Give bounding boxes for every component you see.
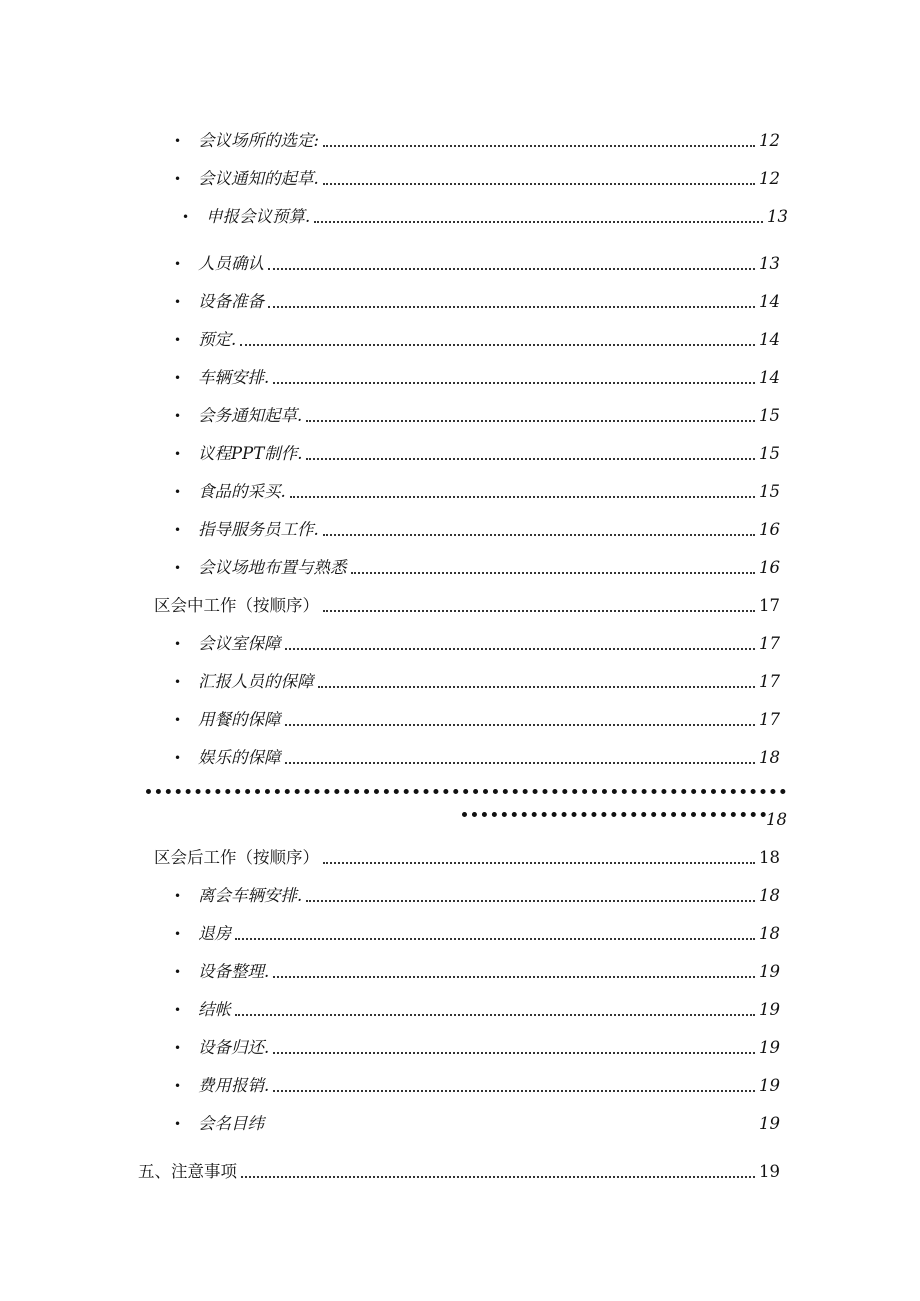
toc-entry-title: 申报会议预算. <box>206 207 311 226</box>
toc-entry-title: 设备整理. <box>198 962 270 981</box>
dot-leader <box>285 648 756 650</box>
toc-entry-page: 19 <box>759 1114 780 1133</box>
toc-chapter-entry[interactable] <box>138 1160 780 1184</box>
dot-leader <box>306 458 755 460</box>
toc-entry-page: 19 <box>759 1162 780 1181</box>
toc-entry[interactable] <box>174 632 780 656</box>
toc-entry-page: 18 <box>759 848 780 867</box>
toc-entry-page: 12 <box>759 131 780 150</box>
toc-entry-title: 设备准备 <box>198 292 264 311</box>
bullet-icon: • <box>174 713 182 727</box>
toc-entry-page: 15 <box>759 406 780 425</box>
toc-entry-page: 14 <box>759 292 780 311</box>
toc-entry[interactable] <box>174 960 780 984</box>
bullet-icon: • <box>174 751 182 765</box>
toc-section-entry[interactable] <box>154 846 780 870</box>
bullet-icon: • <box>174 485 182 499</box>
dot-leader <box>323 534 755 536</box>
dot-leader <box>323 183 755 185</box>
toc-entry[interactable] <box>174 746 780 770</box>
toc-entry-title: 指导服务员工作. <box>198 520 319 539</box>
toc-entry-title: 离会车辆安排. <box>198 886 303 905</box>
toc-entry[interactable] <box>174 556 780 580</box>
toc-entry[interactable] <box>174 290 780 314</box>
toc-entry-title: 会议场所的选定: <box>198 131 320 150</box>
toc-entry[interactable] <box>174 252 780 276</box>
toc-entry[interactable] <box>174 129 780 153</box>
toc-entry-title: 会议室保障 <box>198 634 281 653</box>
bullet-icon: • <box>174 409 182 423</box>
toc-entry[interactable] <box>174 404 780 428</box>
toc-entry-page: 17 <box>759 672 780 691</box>
toc-entry-page: 14 <box>759 330 780 349</box>
toc-entry-page: 18 <box>766 810 787 829</box>
dot-leader <box>285 724 756 726</box>
bullet-icon: • <box>174 675 182 689</box>
toc-section-entry[interactable] <box>154 594 780 618</box>
toc-entry[interactable] <box>174 670 780 694</box>
toc-entry-title: 五、注意事项 <box>138 1162 237 1181</box>
toc-entry-title: 区会中工作（按顺序） <box>154 596 319 615</box>
dot-leader <box>235 938 755 940</box>
bullet-icon: • <box>174 295 182 309</box>
toc-entry-page: 17 <box>759 634 780 653</box>
heavy-dot-leader <box>146 789 786 794</box>
toc-entry[interactable] <box>174 328 780 352</box>
bullet-icon: • <box>174 333 182 347</box>
toc-entry-title: 用餐的保障 <box>198 710 281 729</box>
bullet-icon: • <box>174 889 182 903</box>
toc-entry-page: 16 <box>759 520 780 539</box>
toc-entry-page: 19 <box>759 962 780 981</box>
toc-entry-page: 17 <box>759 596 780 615</box>
dot-leader <box>323 610 755 612</box>
toc-entry-page: 15 <box>759 482 780 501</box>
toc-entry-title: 退房 <box>198 924 231 943</box>
toc-entry-title: 车辆安排. <box>198 368 270 387</box>
bullet-icon: • <box>174 257 182 271</box>
toc-entry-title: 会议通知的起草. <box>198 169 319 188</box>
bullet-icon: • <box>174 1117 182 1131</box>
toc-entry[interactable] <box>174 708 780 732</box>
dot-leader <box>314 221 763 223</box>
dot-leader <box>351 572 756 574</box>
toc-entry-title: 议程PPT制作. <box>198 444 303 463</box>
toc-entry-page: 17 <box>759 710 780 729</box>
toc-entry-title: 会议场地布置与熟悉 <box>198 558 347 577</box>
toc-entry-page: 13 <box>759 254 780 273</box>
toc-entry-page: 18 <box>759 748 780 767</box>
toc-entry-page: 15 <box>759 444 780 463</box>
toc-entry-page: 13 <box>767 207 788 226</box>
toc-entry-page: 18 <box>759 886 780 905</box>
toc-entry-title: 区会后工作（按顺序） <box>154 848 319 867</box>
dot-leader <box>306 900 755 902</box>
bullet-icon: • <box>174 1041 182 1055</box>
bullet-icon: • <box>174 523 182 537</box>
toc-entry[interactable] <box>174 366 780 390</box>
toc-entry-page: 19 <box>759 1076 780 1095</box>
dot-leader <box>323 145 755 147</box>
dot-leader <box>306 420 755 422</box>
dot-leader <box>268 268 755 270</box>
dot-leader <box>285 762 756 764</box>
dot-leader <box>273 382 755 384</box>
toc-entry-page: 18 <box>759 924 780 943</box>
toc-entry[interactable] <box>182 205 788 229</box>
toc-entry-page: 14 <box>759 368 780 387</box>
bullet-icon: • <box>174 1079 182 1093</box>
dot-leader <box>290 496 755 498</box>
dot-leader <box>268 306 755 308</box>
bullet-icon: • <box>174 927 182 941</box>
toc-entry-title: 娱乐的保障 <box>198 748 281 767</box>
bullet-icon: • <box>174 561 182 575</box>
dot-leader <box>273 1090 755 1092</box>
bullet-icon: • <box>182 210 190 224</box>
bullet-icon: • <box>174 447 182 461</box>
heavy-dot-leader <box>462 812 766 817</box>
toc-entry-page: 12 <box>759 169 780 188</box>
toc-entry[interactable] <box>174 922 780 946</box>
dot-leader <box>240 344 755 346</box>
toc-entry[interactable] <box>174 480 780 504</box>
toc-entry-title: 汇报人员的保障 <box>198 672 314 691</box>
toc-entry[interactable] <box>174 1074 780 1098</box>
dot-leader <box>323 862 755 864</box>
toc-entry-title: 预定. <box>198 330 237 349</box>
toc-entry[interactable] <box>174 1036 780 1060</box>
toc-entry-title: 食品的采买. <box>198 482 286 501</box>
toc-entry[interactable] <box>174 442 780 466</box>
dot-leader <box>273 1052 755 1054</box>
toc-entry-title: 费用报销. <box>198 1076 270 1095</box>
bullet-icon: • <box>174 134 182 148</box>
toc-entry-page: 19 <box>759 1038 780 1057</box>
bullet-icon: • <box>174 371 182 385</box>
bullet-icon: • <box>174 172 182 186</box>
toc-entry[interactable] <box>174 998 780 1022</box>
toc-entry[interactable] <box>174 1112 780 1136</box>
toc-entry[interactable] <box>174 884 780 908</box>
toc-entry-title: 结帐 <box>198 1000 231 1019</box>
bullet-icon: • <box>174 637 182 651</box>
bullet-icon: • <box>174 965 182 979</box>
bullet-icon: • <box>174 1003 182 1017</box>
toc-entry-title: 会务通知起草. <box>198 406 303 425</box>
toc-entry[interactable] <box>174 167 780 191</box>
dot-leader <box>235 1014 755 1016</box>
toc-entry-title: 设备归还. <box>198 1038 270 1057</box>
toc-entry-page: 16 <box>759 558 780 577</box>
toc-entry-title: 会名目纬 <box>198 1114 264 1133</box>
dot-leader <box>318 686 756 688</box>
dot-leader <box>241 1176 755 1178</box>
dot-leader <box>273 976 755 978</box>
toc-entry-page: 19 <box>759 1000 780 1019</box>
toc-entry-title: 人员确认 <box>198 254 264 273</box>
toc-entry[interactable] <box>174 518 780 542</box>
